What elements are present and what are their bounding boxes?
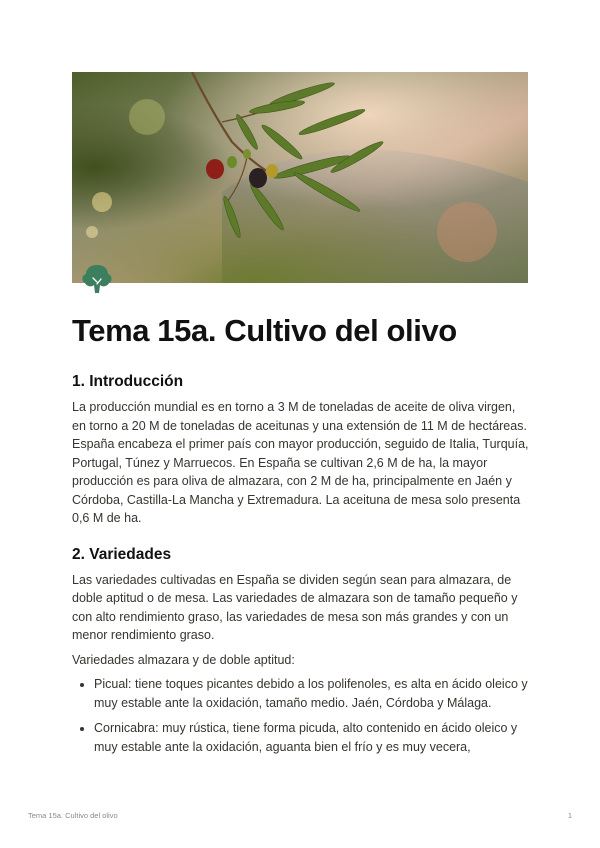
varieties-subtitle: Variedades almazara y de doble aptitud: xyxy=(72,652,295,667)
list-item: • Picual: tiene toques picantes debido a los polifenoles, es alta en ácido oleico y muy estable ante la oxidación, tamaño medio. Jaén, Córdoba y Málaga. xyxy=(94,675,532,712)
varieties-paragraph: Las variedades cultivadas en España se dividen según sean para almazara, de doble aptitud o de mesa. Las variedades de almazara son de tamaño pequeño y con alto rendimiento graso, las variedades de mesa son más grandes y con un menor rendimiento graso. xyxy=(72,572,518,642)
cover-image xyxy=(72,72,528,283)
varieties-list xyxy=(72,675,532,756)
footer-doc-title: Tema 15a. Cultivo del olivo xyxy=(28,811,118,820)
intro-paragraph: La producción mundial es en torno a 3 M de toneladas de aceite de oliva virgen, en torno a 20 M de toneladas de aceitunas y una extensión de 11 M de hectáreas. España encabeza el primer país con mayor producción, seguido de Italia, Turquía, Portugal, Túnez y Marruecos. En España se cultivan 2,6 M de ha, la mayor producción es para oliva de almazara, con 2 M de ha, principalmente en Jaén y Córdoba, Castilla-La Mancha y Extremadura. La aceituna de mesa solo presenta 0,6 M de ha. xyxy=(72,400,529,525)
tree-icon xyxy=(80,262,114,296)
page-title: Tema 15a. Cultivo del olivo xyxy=(72,313,457,348)
section-heading-intro: 1. Introducción xyxy=(72,373,184,390)
olive-branch-photo xyxy=(72,72,528,283)
section-heading-varieties: 2. Variedades xyxy=(72,545,172,563)
document-body xyxy=(72,371,532,763)
page-number: 1 xyxy=(567,811,572,820)
list-item: • Cornicabra: muy rústica, tiene forma picuda, alto contenido en ácido oleico y muy estable ante la oxidación, aguanta bien el frío y es muy vecera, xyxy=(94,719,532,756)
